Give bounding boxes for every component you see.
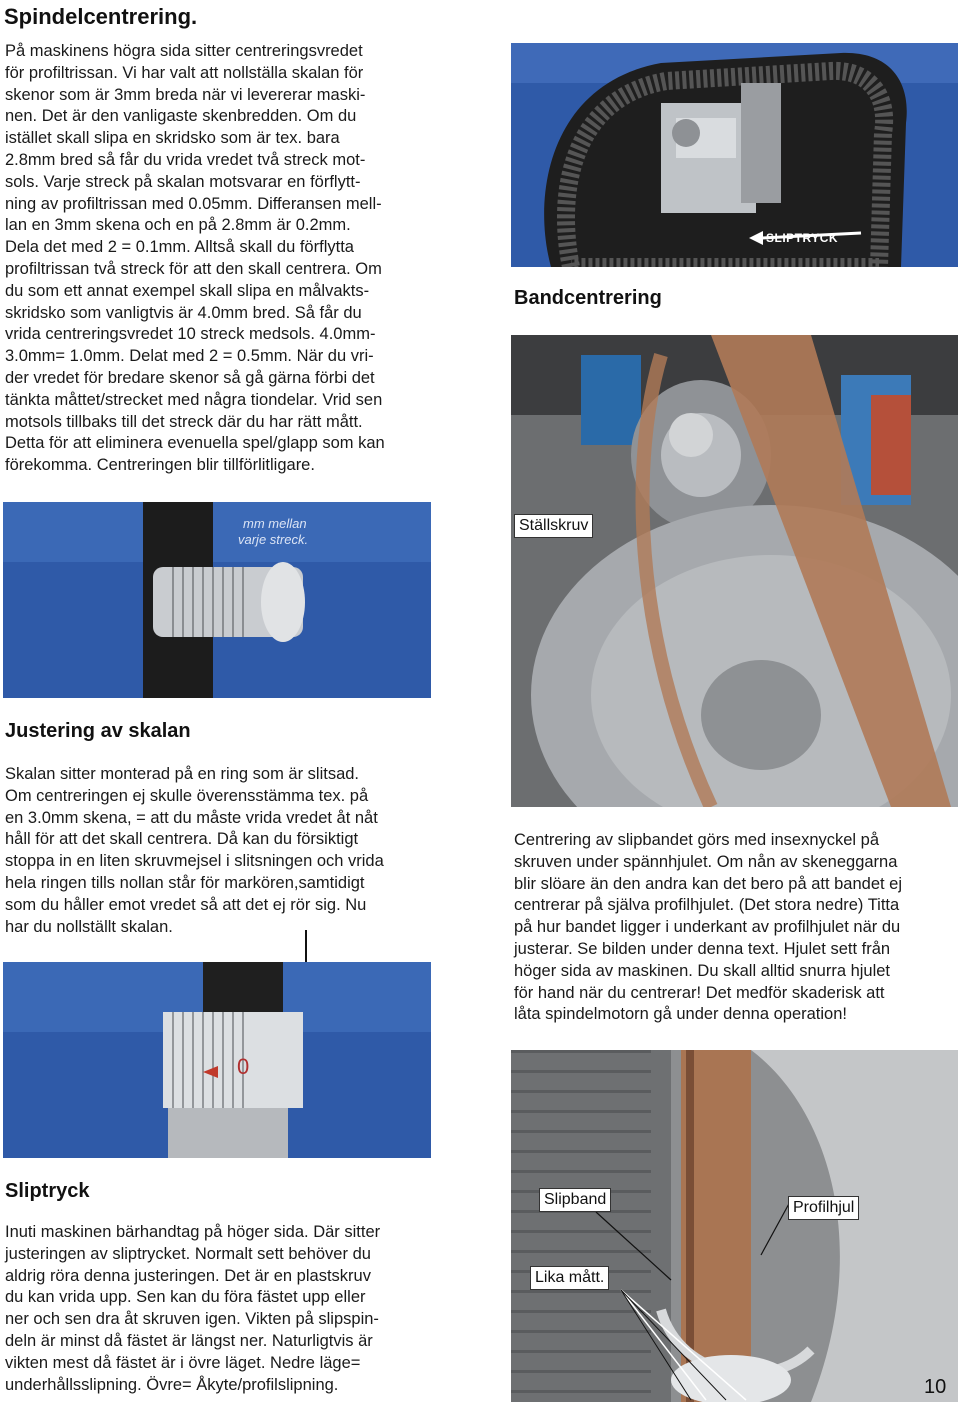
section-title-spindle: Spindelcentrering. — [4, 4, 198, 29]
section-title-scale: Justering av skalan — [5, 720, 191, 742]
band-body-text: Centrering av slipbandet görs med insexnyckel på skruven under spännhjulet. Om nån av skeneggarna blir slöare än den andra kan det bero på att bandet ej centrerar på själva profilhjulet. (Det stora nedre) Titta på hur bandet ligger i underkant av profilhjulet när du justerar. Se bilden under denna text. Hjulet sett från höger sida av maskinen. Du skall alltid snurra hjulet för hand när du centrerar! Det medför skaderisk att låta spindelmotorn gå under denna operation! — [514, 831, 903, 1024]
section-title-sliptryck: Sliptryck — [5, 1180, 90, 1202]
photo-sliptryck-bracket — [511, 43, 958, 267]
photo-centering-knob — [3, 502, 431, 698]
callout-slipband: Slipband — [539, 1188, 611, 1212]
photo-scale-ring — [3, 962, 431, 1158]
knob-overlay-text-1: mm mellan — [243, 516, 307, 531]
page-number: 10 — [924, 1376, 947, 1398]
knob-overlay-text-2: varje streck. — [238, 532, 309, 547]
sliptryck-body-text: Inuti maskinen bärhandtag på höger sida. Där sitter justeringen av sliptrycket. Normalt sett behöver du aldrig röra denna justeringen. Det är en plastskruv du kan vrida upp. Sen kan du föra fästet upp eller ner och sen dra åt skruven igen. Vikten på slipspin- deln är minst då fästet är längst ner. Naturligtvis är vikten mest då fästet är i övre läget. Nedre läge= underhållsslipning. Övre= Åkyte/profilslipning. — [5, 1223, 381, 1394]
callout-stallskruv: Ställskruv — [514, 514, 593, 538]
spindle-body-text: På maskinens högra sida sitter centreringsvredet för profiltrissan. Vi har valt att nollställa skalan för skenor som är 3mm breda när vi levererar maski- nen. Det är den vanligaste skenbredden. Om du istället skall slipa en skridsko som är tex. bara 2.8mm bred så får du vrida vredet två streck mot- sols. Varje streck på skalan motsvarar en förflytt- ning av profiltrissan med 0.05mm. Differansen mell- lan en 3mm skena och en på 2.8mm är 0.2mm. Dela det med 2 = 0.1mm. Alltså skall du förflytta profiltrissan två streck för att den skall centrera. Om du som ett annat exempel skall slipa en målvakts- skridsko som vanligtvis är 4.0mm bred. Så får du vrida centreringsvredet 10 streck medsols. 4.0mm- 3.0mm= 1.0mm. Delat med 2 = 0.5mm. När du vri- der vredet för bredare skenor så gå gärna förbi det tänkta måttet/strecket med några tiondelar. Vrid sen motsols tillbaks till det streck där du har rätt mått. Detta för att eliminera evenuella spel/glapp som kan förekomma. Centreringen blir tillförlitligare. — [5, 42, 385, 475]
callout-profilhjul: Profilhjul — [788, 1196, 859, 1220]
leader-lines — [511, 1050, 958, 1402]
scale-dial-zero: 0 — [237, 1054, 250, 1079]
photo-band-wheel — [511, 335, 958, 807]
sliptryck-label: SLIPTRYCK — [766, 231, 839, 245]
section-title-band: Bandcentrering — [514, 287, 662, 309]
scale-body-text: Skalan sitter monterad på en ring som är slitsad. Om centreringen ej skulle överensstämma tex. på en 3.0mm skena, = att du måste vrida vredet åt nåt håll för att det skall centrera. Då kan du försiktigt stoppa in en liten skruvmejsel i slitsningen och vrida hela ringen tills nollan står för markören,samtidigt som du håller emot vredet så att det ej rör sig. Nu har du nollställt skalan. — [5, 765, 384, 936]
callout-lika-matt: Lika mått. — [530, 1266, 609, 1290]
